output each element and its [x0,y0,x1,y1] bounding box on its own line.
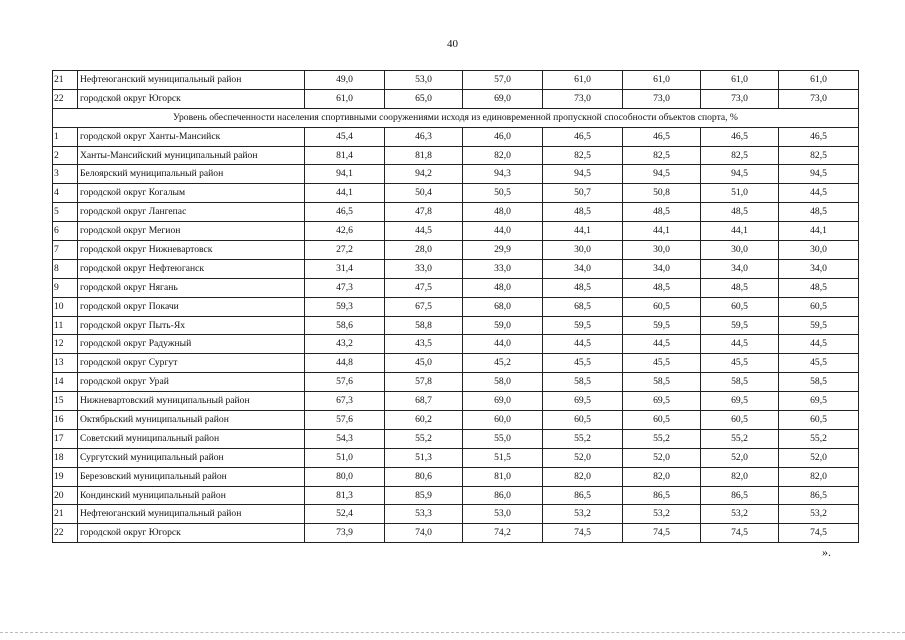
table-row [53,71,859,90]
value-cell: 67,3 [305,392,385,411]
municipality-name: Кондинский муниципальный район [78,486,305,505]
municipality-name: городской округ Нефтеюганск [78,259,305,278]
value-cell: 94,5 [623,165,701,184]
table-row [53,241,859,260]
value-cell: 59,5 [701,316,779,335]
value-cell: 69,0 [463,392,543,411]
value-cell: 86,0 [463,486,543,505]
value-cell: 82,5 [623,146,701,165]
value-cell: 47,3 [305,278,385,297]
value-cell: 74,0 [385,524,463,543]
row-number: 11 [53,316,78,335]
table-row [53,259,859,278]
section-title: Уровень обеспеченности населения спортивными сооружениями исходя из единовременной пропускной способности объектов спорта, % [53,108,859,127]
value-cell: 69,5 [779,392,859,411]
table-row [53,335,859,354]
municipality-name: городской округ Ханты-Мансийск [78,127,305,146]
value-cell: 60,5 [701,297,779,316]
value-cell: 94,2 [385,165,463,184]
value-cell: 86,5 [701,486,779,505]
value-cell: 57,8 [385,373,463,392]
row-number: 1 [53,127,78,146]
value-cell: 50,5 [463,184,543,203]
row-number: 12 [53,335,78,354]
value-cell: 67,5 [385,297,463,316]
row-number: 6 [53,222,78,241]
municipality-name: Нижневартовский муниципальный район [78,392,305,411]
value-cell: 44,1 [305,184,385,203]
value-cell: 53,2 [623,505,701,524]
value-cell: 60,5 [623,411,701,430]
value-cell: 55,2 [779,429,859,448]
row-number: 13 [53,354,78,373]
municipality-name: городской округ Радужный [78,335,305,354]
value-cell: 58,5 [701,373,779,392]
value-cell: 44,5 [543,335,623,354]
value-cell: 45,5 [779,354,859,373]
row-number: 10 [53,297,78,316]
value-cell: 53,0 [463,505,543,524]
value-cell: 44,8 [305,354,385,373]
value-cell: 47,8 [385,203,463,222]
value-cell: 58,5 [543,373,623,392]
table-row [53,524,859,543]
value-cell: 53,2 [701,505,779,524]
value-cell: 73,0 [623,89,701,108]
table-row [53,146,859,165]
value-cell: 45,5 [623,354,701,373]
row-number: 21 [53,505,78,524]
value-cell: 33,0 [463,259,543,278]
value-cell: 48,0 [463,203,543,222]
table-row [53,297,859,316]
value-cell: 34,0 [779,259,859,278]
value-cell: 60,5 [623,297,701,316]
table-row [53,411,859,430]
value-cell: 74,5 [701,524,779,543]
value-cell: 73,0 [701,89,779,108]
value-cell: 54,3 [305,429,385,448]
municipality-name: Сургутский муниципальный район [78,448,305,467]
row-number: 16 [53,411,78,430]
value-cell: 60,2 [385,411,463,430]
value-cell: 82,0 [463,146,543,165]
value-cell: 48,5 [779,278,859,297]
value-cell: 55,2 [701,429,779,448]
value-cell: 86,5 [623,486,701,505]
value-cell: 82,0 [543,467,623,486]
value-cell: 82,5 [701,146,779,165]
value-cell: 59,3 [305,297,385,316]
value-cell: 44,5 [701,335,779,354]
value-cell: 94,5 [779,165,859,184]
value-cell: 53,0 [385,71,463,90]
value-cell: 52,0 [701,448,779,467]
table-row [53,203,859,222]
value-cell: 60,5 [779,411,859,430]
value-cell: 34,0 [701,259,779,278]
row-number: 20 [53,486,78,505]
value-cell: 69,5 [543,392,623,411]
value-cell: 51,0 [701,184,779,203]
value-cell: 44,0 [463,335,543,354]
municipality-name: городской округ Сургут [78,354,305,373]
row-number: 4 [53,184,78,203]
value-cell: 44,5 [779,184,859,203]
value-cell: 48,5 [543,203,623,222]
value-cell: 81,3 [305,486,385,505]
value-cell: 61,0 [623,71,701,90]
value-cell: 68,0 [463,297,543,316]
table-row [53,373,859,392]
value-cell: 48,5 [623,278,701,297]
closing-mark: ». [822,545,831,559]
row-number: 8 [53,259,78,278]
row-number: 17 [53,429,78,448]
value-cell: 44,1 [701,222,779,241]
value-cell: 85,9 [385,486,463,505]
table-row [53,184,859,203]
table-main-rows [53,127,859,543]
value-cell: 82,0 [701,467,779,486]
value-cell: 61,0 [305,89,385,108]
row-number: 3 [53,165,78,184]
value-cell: 52,4 [305,505,385,524]
value-cell: 82,0 [779,467,859,486]
value-cell: 48,5 [701,278,779,297]
value-cell: 50,8 [623,184,701,203]
value-cell: 80,0 [305,467,385,486]
municipality-name: городской округ Пыть-Ях [78,316,305,335]
value-cell: 43,5 [385,335,463,354]
value-cell: 82,0 [623,467,701,486]
value-cell: 34,0 [543,259,623,278]
value-cell: 74,2 [463,524,543,543]
municipality-name: Октябрьский муниципальный район [78,411,305,430]
municipality-name: городской округ Когалым [78,184,305,203]
value-cell: 61,0 [779,71,859,90]
value-cell: 46,0 [463,127,543,146]
value-cell: 30,0 [779,241,859,260]
value-cell: 80,6 [385,467,463,486]
value-cell: 94,1 [305,165,385,184]
value-cell: 73,0 [543,89,623,108]
value-cell: 59,5 [623,316,701,335]
value-cell: 51,0 [305,448,385,467]
row-number: 15 [53,392,78,411]
municipality-name: городской округ Покачи [78,297,305,316]
scan-edge-bottom [0,632,905,633]
value-cell: 45,4 [305,127,385,146]
value-cell: 60,5 [701,411,779,430]
value-cell: 51,3 [385,448,463,467]
table-row [53,392,859,411]
value-cell: 30,0 [623,241,701,260]
value-cell: 60,5 [779,297,859,316]
municipality-name: городской округ Югорск [78,89,305,108]
value-cell: 45,0 [385,354,463,373]
value-cell: 46,5 [701,127,779,146]
value-cell: 44,0 [463,222,543,241]
row-number: 5 [53,203,78,222]
row-number: 9 [53,278,78,297]
value-cell: 42,6 [305,222,385,241]
value-cell: 73,0 [779,89,859,108]
value-cell: 94,5 [701,165,779,184]
value-cell: 60,0 [463,411,543,430]
value-cell: 61,0 [701,71,779,90]
municipality-name: городской округ Мегион [78,222,305,241]
value-cell: 65,0 [385,89,463,108]
value-cell: 30,0 [543,241,623,260]
table-row [53,429,859,448]
municipality-name: городской округ Югорск [78,524,305,543]
row-number: 14 [53,373,78,392]
value-cell: 43,2 [305,335,385,354]
row-number: 22 [53,89,78,108]
value-cell: 59,5 [543,316,623,335]
value-cell: 46,5 [623,127,701,146]
value-cell: 53,2 [543,505,623,524]
value-cell: 48,5 [543,278,623,297]
value-cell: 44,5 [385,222,463,241]
value-cell: 48,5 [779,203,859,222]
value-cell: 33,0 [385,259,463,278]
value-cell: 81,8 [385,146,463,165]
value-cell: 55,2 [543,429,623,448]
value-cell: 49,0 [305,71,385,90]
municipality-name: городской округ Урай [78,373,305,392]
table-row [53,222,859,241]
value-cell: 60,5 [543,411,623,430]
table-row [53,278,859,297]
value-cell: 45,2 [463,354,543,373]
value-cell: 45,5 [543,354,623,373]
municipality-name: Белоярский муниципальный район [78,165,305,184]
municipality-name: Нефтеюганский муниципальный район [78,71,305,90]
municipality-name: Ханты-Мансийский муниципальный район [78,146,305,165]
value-cell: 52,0 [543,448,623,467]
value-cell: 86,5 [543,486,623,505]
page-number: 40 [447,38,458,50]
value-cell: 46,5 [305,203,385,222]
value-cell: 52,0 [623,448,701,467]
row-number: 19 [53,467,78,486]
value-cell: 58,5 [779,373,859,392]
table-row [53,486,859,505]
value-cell: 44,1 [543,222,623,241]
value-cell: 68,5 [543,297,623,316]
table-row [53,316,859,335]
value-cell: 46,5 [779,127,859,146]
municipality-name: городской округ Нижневартовск [78,241,305,260]
row-number: 2 [53,146,78,165]
table-row [53,448,859,467]
value-cell: 57,6 [305,411,385,430]
value-cell: 55,2 [623,429,701,448]
value-cell: 74,5 [779,524,859,543]
value-cell: 73,9 [305,524,385,543]
value-cell: 50,4 [385,184,463,203]
value-cell: 28,0 [385,241,463,260]
table-row [53,89,859,108]
value-cell: 31,4 [305,259,385,278]
table-row [53,467,859,486]
row-number: 18 [53,448,78,467]
value-cell: 74,5 [543,524,623,543]
municipality-name: Березовский муниципальный район [78,467,305,486]
section-row [53,108,859,127]
value-cell: 59,5 [779,316,859,335]
value-cell: 46,5 [543,127,623,146]
value-cell: 48,0 [463,278,543,297]
value-cell: 81,0 [463,467,543,486]
value-cell: 68,7 [385,392,463,411]
value-cell: 55,2 [385,429,463,448]
value-cell: 59,0 [463,316,543,335]
value-cell: 61,0 [543,71,623,90]
value-cell: 34,0 [623,259,701,278]
value-cell: 29,9 [463,241,543,260]
value-cell: 30,0 [701,241,779,260]
indicator-table [52,70,859,543]
municipality-name: городской округ Нягань [78,278,305,297]
value-cell: 44,5 [623,335,701,354]
value-cell: 86,5 [779,486,859,505]
value-cell: 58,8 [385,316,463,335]
municipality-name: городской округ Лангепас [78,203,305,222]
value-cell: 69,0 [463,89,543,108]
value-cell: 52,0 [779,448,859,467]
value-cell: 57,6 [305,373,385,392]
value-cell: 69,5 [701,392,779,411]
value-cell: 48,5 [623,203,701,222]
value-cell: 58,6 [305,316,385,335]
value-cell: 53,3 [385,505,463,524]
value-cell: 55,0 [463,429,543,448]
table-section-header [53,108,859,127]
value-cell: 51,5 [463,448,543,467]
value-cell: 50,7 [543,184,623,203]
value-cell: 58,5 [623,373,701,392]
table-row [53,165,859,184]
table-row [53,354,859,373]
value-cell: 82,5 [543,146,623,165]
value-cell: 81,4 [305,146,385,165]
value-cell: 27,2 [305,241,385,260]
value-cell: 45,5 [701,354,779,373]
row-number: 22 [53,524,78,543]
value-cell: 48,5 [701,203,779,222]
value-cell: 53,2 [779,505,859,524]
value-cell: 44,1 [779,222,859,241]
value-cell: 58,0 [463,373,543,392]
value-cell: 46,3 [385,127,463,146]
value-cell: 69,5 [623,392,701,411]
table-row [53,505,859,524]
value-cell: 74,5 [623,524,701,543]
value-cell: 94,3 [463,165,543,184]
value-cell: 47,5 [385,278,463,297]
value-cell: 82,5 [779,146,859,165]
table-row [53,127,859,146]
value-cell: 57,0 [463,71,543,90]
row-number: 21 [53,71,78,90]
table-top-rows [53,71,859,109]
value-cell: 94,5 [543,165,623,184]
value-cell: 44,1 [623,222,701,241]
municipality-name: Нефтеюганский муниципальный район [78,505,305,524]
value-cell: 44,5 [779,335,859,354]
row-number: 7 [53,241,78,260]
municipality-name: Советский муниципальный район [78,429,305,448]
